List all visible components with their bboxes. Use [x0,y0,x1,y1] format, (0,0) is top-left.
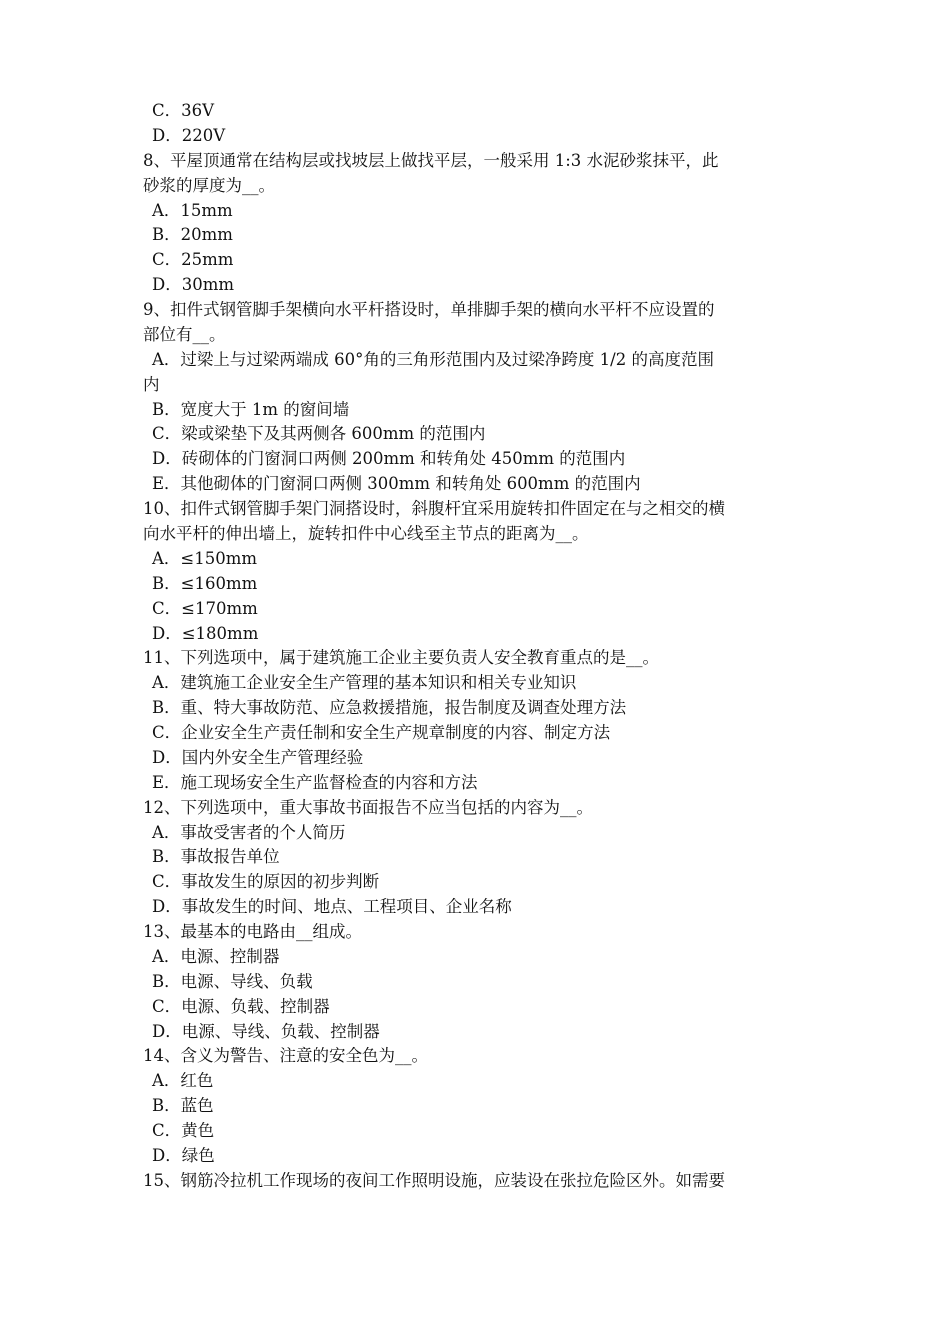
answer-option: B．电源、导线、负载 [152,971,313,991]
answer-option: C．36V [152,101,215,120]
answer-option: B．宽度大于 1m 的窗间墙 [152,399,350,419]
answer-option: C．电源、负载、控制器 [152,996,330,1016]
answer-option: D．绿色 [152,1146,215,1165]
answer-option: D．220V [152,125,226,145]
question-text: 10、扣件式钢管脚手架门洞搭设时，斜腹杆宜采用旋转扣件固定在与之相交的横 [143,499,725,519]
answer-option: A．事故受害者的个人简历 [152,822,346,842]
answer-option: D．砖砌体的门窗洞口两侧 200mm 和转角处 450mm 的范围内 [152,449,626,469]
answer-option: D．国内外安全生产管理经验 [152,747,364,767]
question-text: 9、扣件式钢管脚手架横向水平杆搭设时，单排脚手架的横向水平杆不应设置的 [143,300,715,319]
answer-option: B．事故报告单位 [152,847,280,867]
answer-option: B．蓝色 [152,1096,214,1116]
answer-option: A．过梁上与过梁两端成 60°角的三角形范围内及过梁净跨度 1/2 的高度范围 [152,349,714,369]
answer-option: C．黄色 [152,1121,215,1141]
answer-option: C．25mm [152,250,234,270]
answer-option: B．重、特大事故防范、应急救援措施，报告制度及调查处理方法 [152,698,627,718]
answer-option: C．梁或梁垫下及其两侧各 600mm 的范围内 [152,424,486,444]
answer-option: C．≤170mm [152,598,258,618]
answer-option: A．电源、控制器 [152,946,280,966]
answer-option: D．电源、导线、负载、控制器 [152,1021,380,1041]
question-text: 12、下列选项中，重大事故书面报告不应当包括的内容为__。 [143,797,593,817]
question-text-continued: 向水平杆的伸出墙上，旋转扣件中心线至主节点的距离为__。 [143,524,589,543]
answer-option-continued: 内 [143,374,160,394]
answer-option: A．红色 [152,1071,214,1091]
answer-option: B．≤160mm [152,573,258,593]
question-text-continued: 部位有__。 [143,324,226,344]
question-text: 13、最基本的电路由__组成。 [143,922,362,941]
question-text: 11、下列选项中，属于建筑施工企业主要负责人安全教育重点的是__。 [143,648,659,668]
answer-option: A．建筑施工企业安全生产管理的基本知识和相关专业知识 [152,673,577,693]
answer-option: D．≤180mm [152,623,259,643]
answer-option: D．事故发生的时间、地点、工程项目、企业名称 [152,897,512,917]
answer-option: A．15mm [152,200,233,220]
question-text: 14、含义为警告、注意的安全色为__。 [143,1046,428,1066]
question-text-continued: 砂浆的厚度为__。 [143,175,275,195]
question-text: 8、平屋顶通常在结构层或找坡层上做找平层，一般采用 1:3 水泥砂浆抹平，此 [143,150,719,170]
question-text: 15、钢筋冷拉机工作现场的夜间工作照明设施，应装设在张拉危险区外。如需要 [143,1170,725,1190]
answer-option: E．施工现场安全生产监督检查的内容和方法 [152,772,478,792]
answer-option: E．其他砌体的门窗洞口两侧 300mm 和转角处 600mm 的范围内 [152,474,641,494]
answer-option: A．≤150mm [152,548,258,568]
answer-option: D．30mm [152,275,235,295]
answer-option: B．20mm [152,225,233,245]
answer-option: C．企业安全生产责任制和安全生产规章制度的内容、制定方法 [152,723,611,742]
answer-option: C．事故发生的原因的初步判断 [152,872,380,892]
